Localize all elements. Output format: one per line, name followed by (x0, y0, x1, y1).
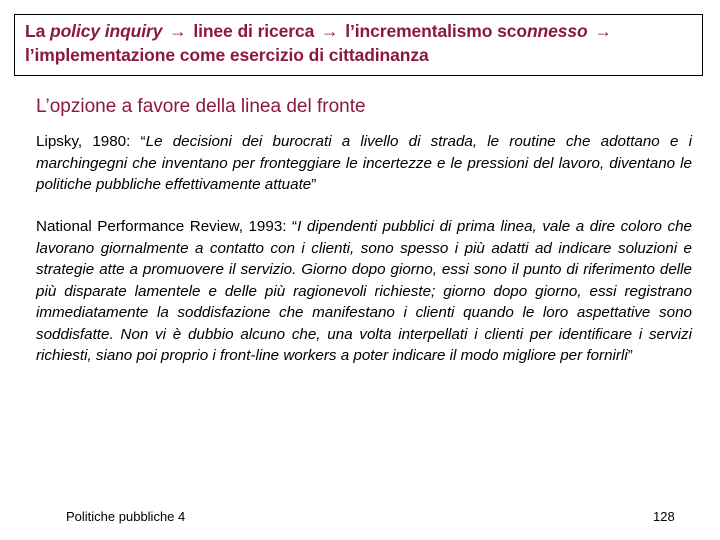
title-sconnesso (497, 21, 588, 41)
title-linee-di-ricerca: linee di ricerca (193, 21, 315, 41)
quote-close: ” (311, 176, 317, 193)
quote-text: I dipendenti pubblici di prima linea, vale a dire coloro che lavorano giornalmente a contatto con i clienti, sono spesso i più adatti ad indicare soluzioni e strategie atte a promuovere il servizio. Giorno dopo giorno, essi sono il punto di riferimento delle più disparate lamentele e delle più ragionevoli richieste; giorno dopo giorno, essi registrano immediatamente la soddisfazione che manifestano i clienti quando le loro aspettative sono soddisfatte. Non vi è dubbio alcuno che, una volta interpellati i clienti per identificare i servizi richiesti, siano poi proprio i front-line workers a poter indicare il modo migliore per fornirli (36, 218, 692, 364)
title-sconnesso-italic: nnesso (526, 21, 588, 41)
title-prefix: La (25, 21, 50, 41)
title-incrementalismo: l’incrementalismo (345, 21, 493, 41)
title-line-1 (25, 19, 702, 43)
quote-source: National Performance Review, 1993: “ (36, 218, 298, 235)
footer-course-name: Politiche pubbliche 4 (66, 509, 186, 524)
quote-close: ” (627, 347, 633, 364)
title-box (14, 14, 703, 76)
quote-text: Le decisioni dei burocrati a livello di strada, le routine che adottano e i marchingegni che inventano per fronteggiare le incertezze e le pressioni del lavoro, diventano le politiche pubbliche effettivamente attuate (36, 133, 692, 193)
title-policy-inquiry: policy inquiry (50, 21, 163, 41)
quote-paragraph-npr (36, 216, 692, 367)
quote-source: Lipsky, 1980: “ (36, 133, 146, 150)
title-line-2: l’implementazione come esercizio di cittadinanza (25, 45, 429, 65)
title-sconnesso-upright: sco (497, 21, 527, 41)
quote-paragraph-lipsky (36, 131, 692, 196)
arrow-right-icon: → (321, 21, 339, 41)
slide-subtitle: L’opzione a favore della linea del fronte (36, 96, 366, 117)
arrow-right-icon: → (594, 21, 612, 41)
arrow-right-icon: → (169, 21, 187, 41)
footer-page-number: 128 (653, 509, 675, 524)
